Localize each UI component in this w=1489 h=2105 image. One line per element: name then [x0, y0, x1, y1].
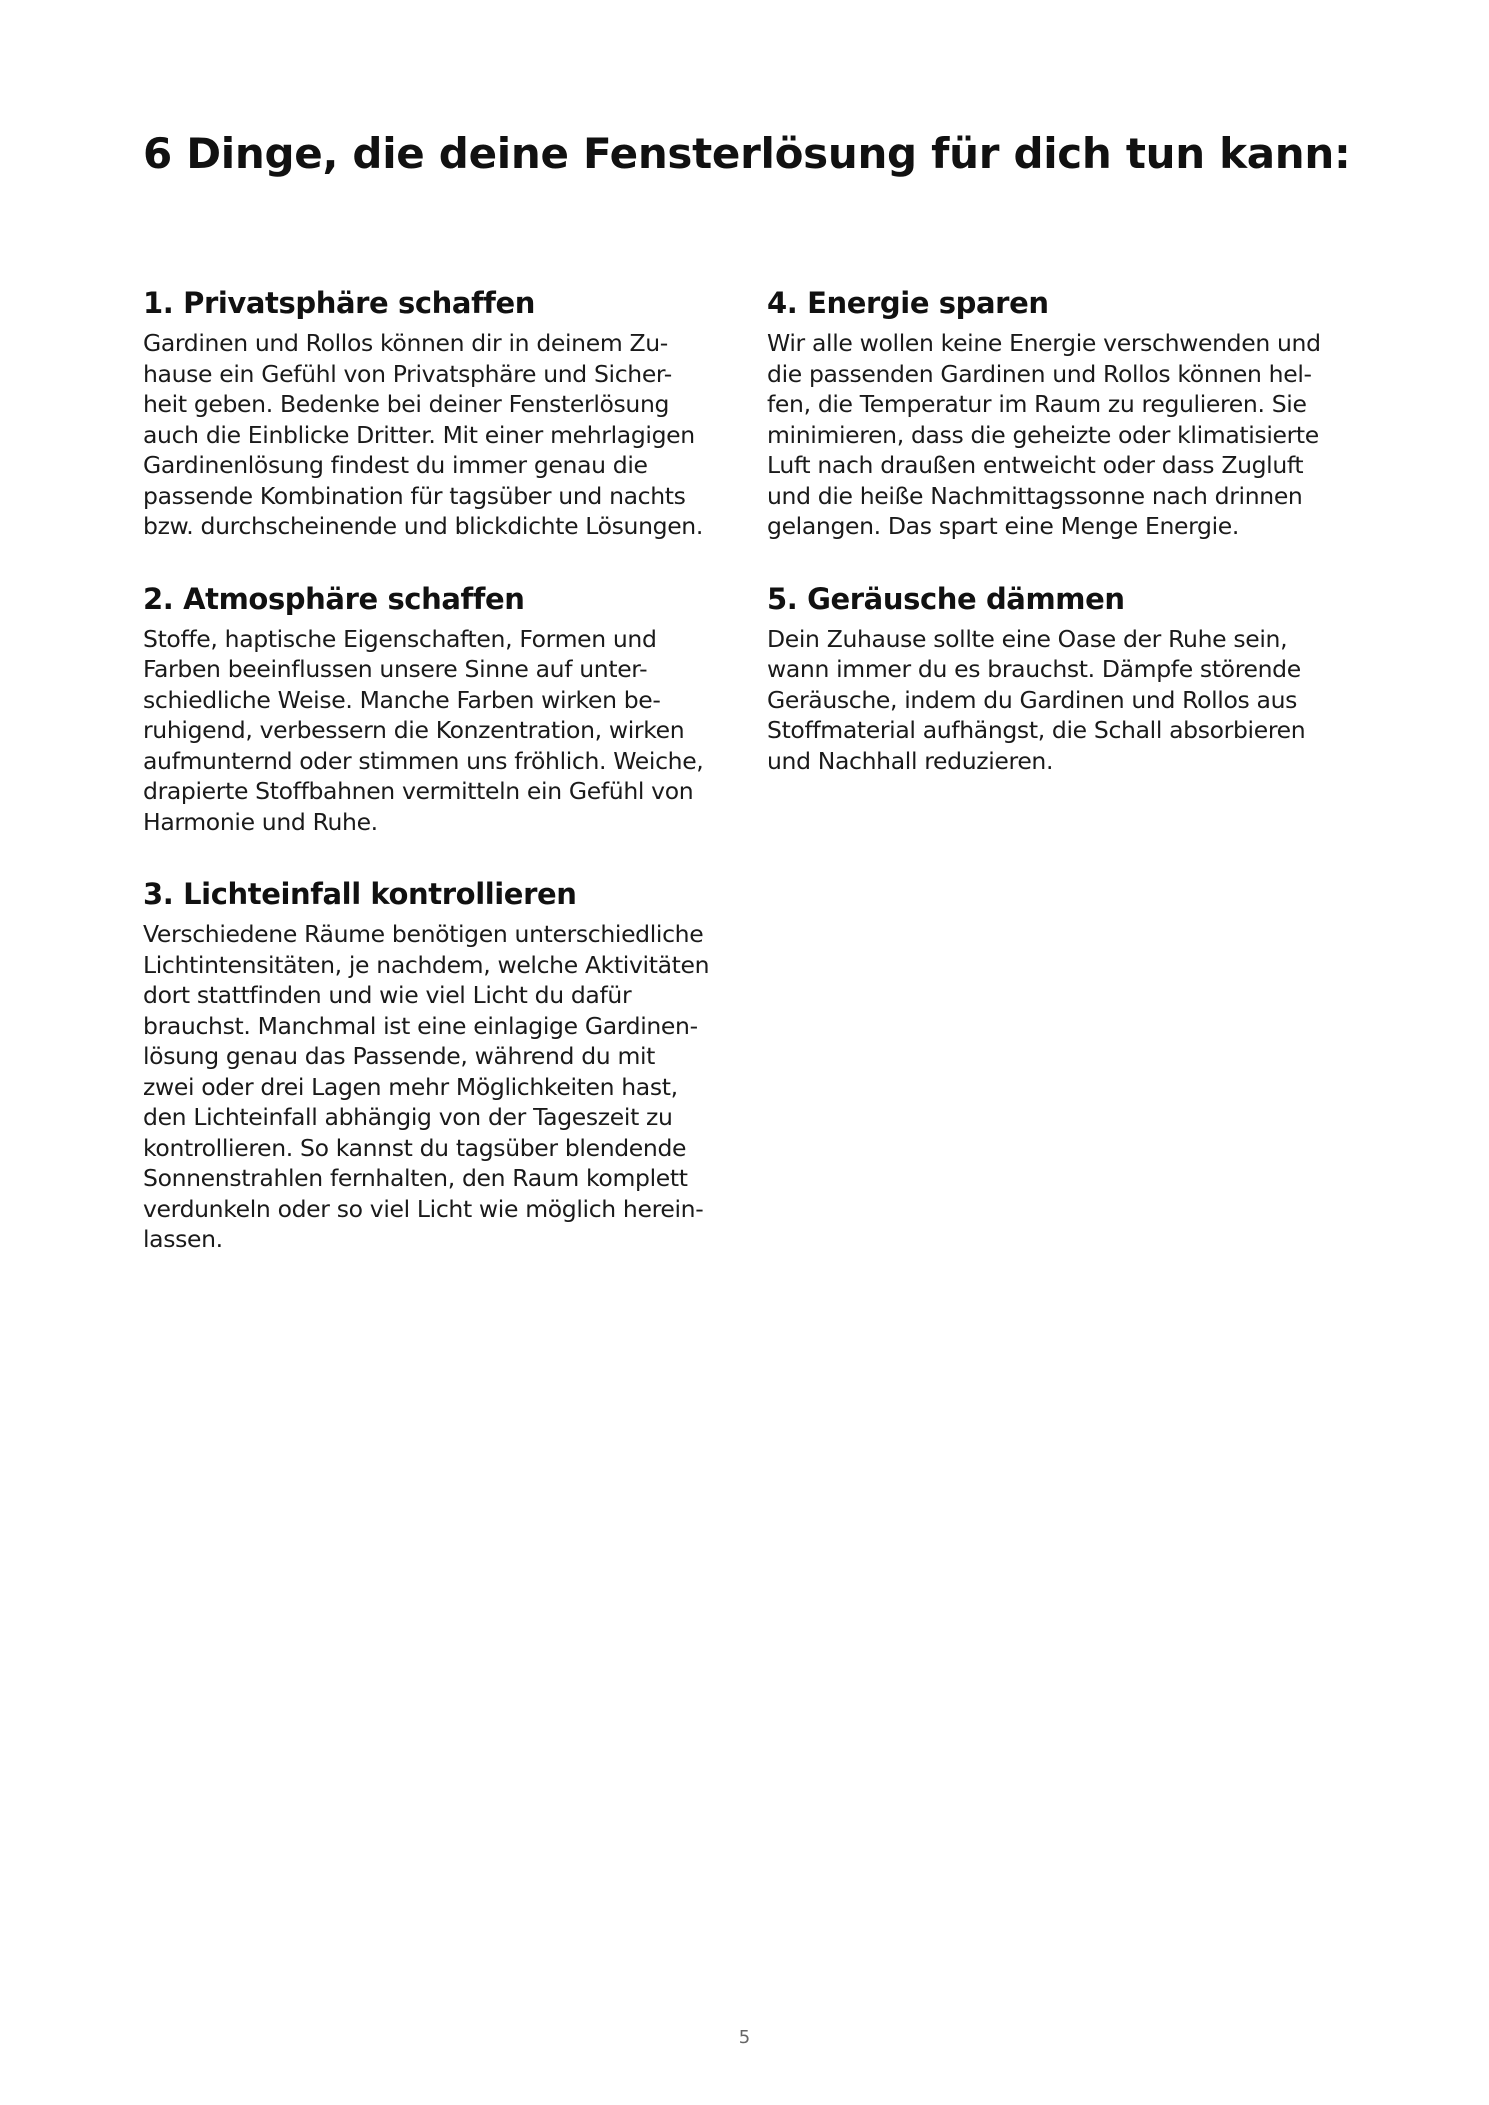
section-heading: 3. Lichteinfall kontrollieren — [143, 877, 577, 911]
text-line: drapierte Stoffbahnen vermitteln ein Gefühl von — [143, 777, 694, 805]
text-line: passende Kombination für tagsüber und nachts — [143, 481, 686, 510]
section-heading: 1. Privatsphäre schaffen — [143, 286, 536, 320]
text-line: minimieren, dass die geheizte oder klimatisierte — [767, 420, 1319, 449]
section-heading: 5. Geräusche dämmen — [767, 581, 1125, 616]
text-line: Harmonie und Ruhe. — [143, 807, 378, 836]
text-line: heit geben. Bedenke bei deiner Fensterlösung — [143, 390, 670, 418]
page-number: 5 — [738, 2027, 751, 2048]
text-line: ruhigend, verbessern die Konzentration, wirken — [143, 716, 685, 744]
text-line: Farben beeinflussen unsere Sinne auf unter- — [143, 655, 648, 683]
section-heading: 2. Atmosphäre schaffen — [143, 581, 525, 616]
text-line: Lichtintensitäten, je nachdem, welche Aktivitäten — [143, 950, 710, 979]
text-line: Stoffmaterial aufhängst, die Schall absorbieren — [767, 716, 1306, 744]
text-line: Sonnenstrahlen fernhalten, den Raum komplett — [143, 1164, 688, 1192]
text-line: fen, die Temperatur im Raum zu regulieren. Sie — [767, 390, 1307, 418]
section-text — [767, 624, 1367, 777]
text-line: die passenden Gardinen und Rollos können hel- — [767, 359, 1312, 388]
text-line: Dein Zuhause sollte eine Oase der Ruhe sein, — [767, 624, 1288, 653]
section-text — [143, 624, 735, 838]
left-column — [143, 281, 735, 1290]
text-line: gelangen. Das spart eine Menge Energie. — [767, 512, 1239, 540]
text-line: aufmunternd oder stimmen uns fröhlich. Weiche, — [143, 746, 704, 775]
section-atmosphaere — [143, 577, 735, 838]
text-line: schiedliche Weise. Manche Farben wirken be- — [143, 685, 661, 714]
right-column — [767, 281, 1367, 811]
text-line: den Lichteinfall abhängig von der Tageszeit zu — [143, 1103, 673, 1131]
text-line: Stoffe, haptische Eigenschaften, Formen und — [143, 624, 657, 653]
text-line: auch die Einblicke Dritter. Mit einer mehrlagigen — [143, 420, 695, 449]
text-line: brauchst. Manchmal ist eine einlagige Gardinen- — [143, 1011, 698, 1040]
text-line: lassen. — [143, 1225, 223, 1253]
text-line: zwei oder drei Lagen mehr Möglichkeiten hast, — [143, 1072, 678, 1101]
text-line: verdunkeln oder so viel Licht wie möglich herein- — [143, 1194, 704, 1223]
text-line: wann immer du es brauchst. Dämpfe störende — [767, 655, 1301, 683]
text-line: Luft nach draußen entweicht oder dass Zugluft — [767, 451, 1304, 479]
section-geraeusche — [767, 577, 1367, 777]
text-line: Gardinen und Rollos können dir in deinem Zu- — [143, 329, 668, 357]
text-line: lösung genau das Passende, während du mit — [143, 1042, 656, 1070]
section-text — [143, 328, 735, 542]
text-line: dort stattfinden und wie viel Licht du dafür — [143, 981, 632, 1009]
page-title: 6 Dinge, die deine Fensterlösung für dich tun kann: — [143, 129, 1351, 178]
text-line: Gardinenlösung findest du immer genau die — [143, 451, 648, 479]
text-line: und Nachhall reduzieren. — [767, 746, 1054, 775]
section-privatsphaere — [143, 281, 735, 542]
text-line: hause ein Gefühl von Privatsphäre und Sicher- — [143, 359, 672, 388]
text-line: kontrollieren. So kannst du tagsüber blendende — [143, 1133, 687, 1162]
text-line: Verschiedene Räume benötigen unterschiedliche — [143, 920, 704, 948]
text-line: und die heiße Nachmittagssonne nach drinnen — [767, 481, 1303, 510]
text-line: Wir alle wollen keine Energie verschwenden und — [767, 329, 1321, 357]
section-lichteinfall — [143, 872, 735, 1255]
section-energie — [767, 281, 1367, 542]
text-line: Geräusche, indem du Gardinen und Rollos aus — [767, 685, 1298, 714]
text-line: bzw. durchscheinende und blickdichte Lösungen. — [143, 512, 703, 540]
section-heading: 4. Energie sparen — [767, 286, 1049, 320]
section-text — [143, 919, 735, 1255]
section-text — [767, 328, 1367, 542]
